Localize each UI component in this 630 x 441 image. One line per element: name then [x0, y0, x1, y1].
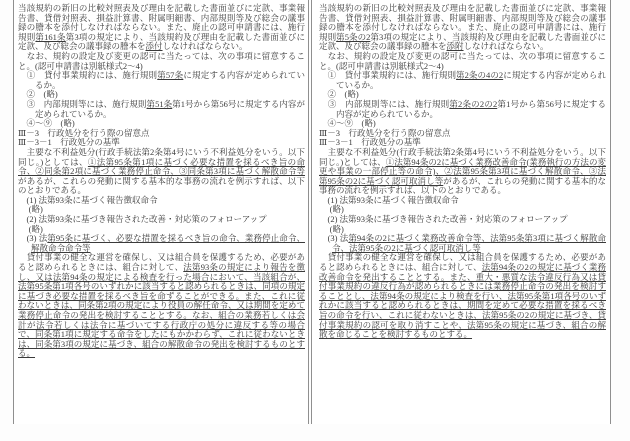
body-text: に規定する内容が定められているか。: [336, 70, 606, 90]
paragraph-adverse-dispositions: [18, 148, 305, 196]
body-text: ① 貸付事業規約には、施行規則: [18, 70, 158, 81]
list-item-flow-2: [319, 215, 606, 225]
revised-text-underlined: 第2条の4の2: [456, 70, 504, 81]
revised-text-underlined: 第161条: [35, 31, 66, 42]
list-item-flow-2: [18, 215, 305, 225]
body-text: (2) 法第93条に基づき報告された改善・対応策のフォローアップ: [319, 214, 568, 225]
revised-text-underlined: 法第94条の2の規定に基づく業務改善命令を発出することとする。また、重大・悪質な法令違反行為又は貸付事業規約の違反行為が認められるときには業務停止命令の発出を検討することとし、法第94条の規定により検査を行い、法第95条第1項各号のいずれかに該当すると認められるときは、期間を定めて必要な措置を採るべき旨の命令を行い、これに従わないときは、法第95条の2の規定に基づき、貸付事業規約の認可を取り消すことや、法第95条の規定に基づき、組合の解散を命じることを検討するものとする。: [319, 262, 606, 340]
list-item-3: [18, 100, 305, 119]
revised-text-underlined: 法第93条の規定により報告を徴し、又は法第94条の規定による検査を行った場合において、当該組合が、法第95条第1項各号のいずれかに該当すると認められるときは、同項の規定に基づき必要な措置を採るべき旨を命ずることができる。また、これに従わないときは、同条第2項の規定により役員の解任命令、又は期間を定めて業務停止命令の発出を検討することとする。なお、組合の業務若しくは会計が法令若しくは法令に基づいてする行政庁の処分に違反する等の場合で、同条第1項に規定する命令をしたにもかかわらず、これに従わないときは、同条第3項の規定に基づき、組合の解散命令の発出を検討するものとする。: [18, 262, 305, 359]
body-text: 第3項の規定により、当該規約及び理由を記載した書面並びに定款、及び総会の議事録の謄本を: [319, 31, 606, 52]
body-text: 貸付事業の健全な運営を確保し、又は組合員を保護するため、必要があると認められるときには、組合に対して、: [319, 252, 606, 273]
paragraph-attention-note: [18, 52, 305, 71]
paragraph-approval-documents: [18, 4, 305, 52]
body-text: 第3項の規定により、当該規約及び理由を記載した書面並びに定款、及び総会の議事録の謄本を: [18, 31, 305, 52]
body-text: があるが、これらの発動に関する基本的な事務の流れを例示すれば、以下のとおりである。: [18, 175, 305, 196]
revised-text-underlined: 第2条の2の2: [449, 98, 498, 109]
list-item-flow-1: [18, 196, 305, 206]
body-text: ① 貸付事業規約には、施行規則: [319, 70, 457, 81]
revised-text-underlined: 第94条の2に基づく業務改善命令等、法第95条第3項に基づく解散命令、法第95条の2に基づく認可取消し等: [332, 233, 606, 253]
revised-text-underlined: ①法第95条第1項に基づく必要な措置を採るべき旨の命令、②同条第2項に基づく業務停止命令、③同条第3項に基づく解散命令等: [18, 156, 305, 177]
body-text: ③ 内部規則等には、施行規則: [319, 98, 450, 109]
list-item-1: [18, 71, 305, 90]
revised-text-underlined: 第57条: [157, 70, 184, 81]
body-text: Ⅲ－3－1 行政処分の基準: [319, 137, 421, 148]
body-text: しなければならない。: [463, 41, 549, 52]
body-text: (略): [319, 223, 344, 234]
paragraph-enforcement-procedure: [18, 253, 305, 359]
body-text: しなければならない。: [162, 41, 248, 52]
body-text: (略): [18, 204, 43, 215]
body-text: ④～⑨ (略): [18, 118, 75, 129]
body-text: 主要な不利益処分(行政手続法第2条第4号にいう不利益処分をいう。以下同じ。)としては、: [18, 146, 305, 167]
body-text: に規定する内容が定められているか。: [35, 70, 305, 90]
paragraph-approval-documents: [319, 4, 606, 52]
body-text: 第1号から第56号に規定する内容が定められているか。: [336, 98, 606, 119]
revised-text-underlined: ①法第94条の2に基づく業務改善命令(業務執行の方法の変更や事業の一部停止等の命令)、②法第95条第3項に基づく解散命令、③法第95条の2に基づく認可取消し等: [319, 156, 606, 186]
body-text: 当該規約の新旧の比較対照表及び理由を記載した書面並びに定款、事業報告書、貸借対照表、損益計算書、附属明細書、内部規則等及び総会の議事録の謄本を添付しなければならない。また、廃止の認可申請書には、施行規則: [319, 3, 606, 42]
paragraph-attention-note: [319, 52, 606, 71]
revised-text-underlined: 第95条に基づく、必要な措置を採るべき旨の命令、業務停止命令、解散命令命令等: [31, 233, 305, 253]
body-text: ② (略): [319, 89, 359, 100]
revised-text-underlined: 第51条: [146, 98, 173, 109]
body-text: (2) 法第93条に基づき報告された改善・対応策のフォローアップ: [18, 214, 267, 225]
document-page-left: [13, 0, 309, 424]
body-text: なお、規約の設定及び変更の認可に当たっては、次の事項に留意すること。(認可申請書は別紙様式2～4): [18, 50, 305, 71]
list-item-1: [319, 71, 606, 90]
body-text: ② (略): [18, 89, 58, 100]
list-item-flow-3: [319, 234, 606, 253]
body-text: 貸付事業の健全な運営を確保し、又は組合員を保護するため、必要があると認められるときには、組合に対して、: [18, 252, 305, 273]
body-text: (3) 法: [18, 233, 48, 244]
body-text: (1) 法第93条に基づく報告徴収命令: [18, 194, 158, 205]
body-text: ③ 内部規則等には、施行規則: [18, 98, 147, 109]
body-text: 当該規約の新旧の比較対照表及び理由を記載した書面並びに定款、事業報告書、貸借対照表、損益計算書、附属明細書、内部規則等及び総会の議事録の謄本を添付しなければならない。また、廃止の認可申請書には、施行規則: [18, 3, 305, 42]
body-text: 第1号から第56号に規定する内容が定められているか。: [35, 98, 305, 119]
body-text: ④～⑨ (略): [319, 118, 376, 129]
body-text: Ⅲ－3 行政処分を行う際の留意点: [18, 127, 150, 138]
body-text: (3) 法: [319, 233, 349, 244]
body-text: Ⅲ－3－1 行政処分の基準: [18, 137, 120, 148]
body-text: Ⅲ－3 行政処分を行う際の留意点: [319, 127, 451, 138]
list-item-flow-3: [18, 234, 305, 253]
body-text: 主要な不利益処分(行政手続法第2条第4号にいう不利益処分をいう。以下同じ。)としては、: [319, 146, 606, 167]
revised-text-underlined: 添付: [145, 41, 163, 52]
body-text: (略): [319, 204, 344, 215]
revised-text-underlined: 第5条の2: [336, 31, 371, 42]
paragraph-enforcement-procedure: [319, 253, 606, 339]
body-text: (略): [18, 223, 43, 234]
body-text: (1) 法第93条に基づく報告徴収命令: [319, 194, 459, 205]
body-text: なお、規約の設定及び変更の認可に当たっては、次の事項に留意すること。(認可申請書は別紙様式2～4): [319, 50, 606, 71]
document-page-right: [311, 0, 611, 424]
list-item-3: [319, 100, 606, 119]
revised-text-underlined: 添附: [446, 41, 464, 52]
body-text: があるが、これらの発動に関する基本的な事務の流れを例示すれば、以下のとおりである。: [319, 175, 606, 196]
list-item-flow-1: [319, 196, 606, 206]
paragraph-adverse-dispositions: [319, 148, 606, 196]
